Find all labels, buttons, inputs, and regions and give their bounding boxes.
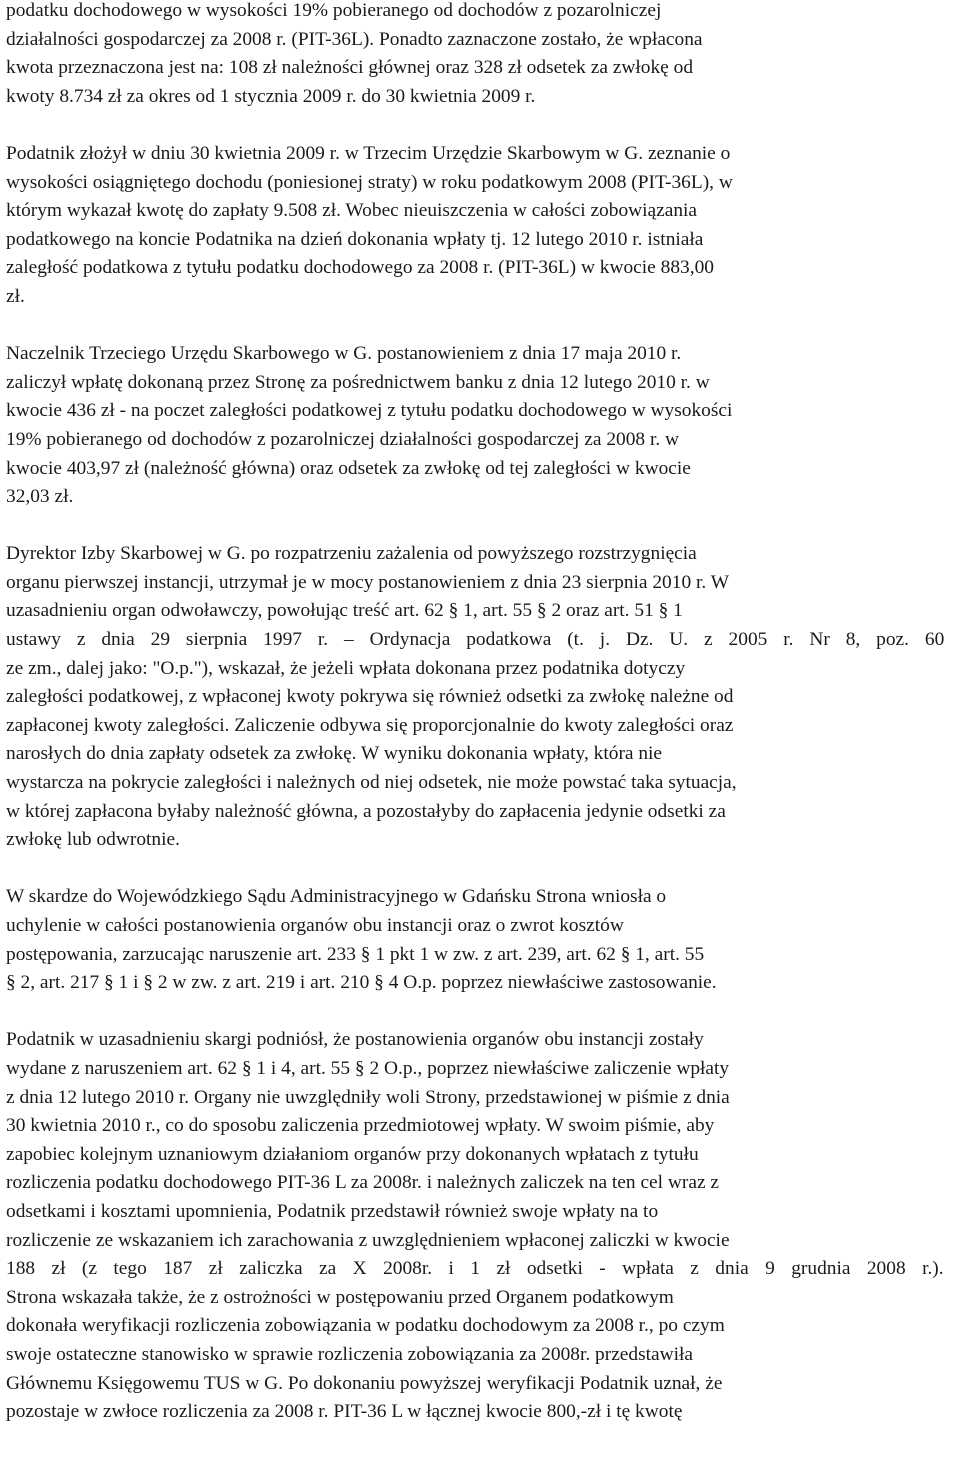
text-line: 30 kwietnia 2010 r., co do sposobu zaliczenia przedmiotowej wpłaty. W swoim piśmie, aby bbox=[6, 1115, 715, 1137]
paragraph-spacer bbox=[6, 312, 944, 341]
paragraph-1 bbox=[6, 0, 944, 111]
text-line: którym wykazał kwotę do zapłaty 9.508 zł. Wobec nieuiszczenia w całości zobowiązania bbox=[6, 200, 698, 222]
text-line: wydane z naruszeniem art. 62 § 1 i 4, art. 55 § 2 O.p., poprzez niewłaściwe zaliczenie wpłaty bbox=[6, 1057, 730, 1079]
document-page bbox=[6, 0, 944, 1427]
text-line: zł. bbox=[6, 285, 25, 307]
text-line: uchylenie w całości postanowienia organów obu instancji oraz o zwrot kosztów bbox=[6, 915, 624, 936]
text-line: kwoty 8.734 zł za okres od 1 stycznia 2009 r. do 30 kwietnia 2009 r. bbox=[6, 85, 536, 107]
text-line: w której zapłacona byłaby należność główna, a pozostałyby do zapłacenia jedynie odsetki za bbox=[6, 800, 726, 822]
text-line: zaległość podatkowa z tytułu podatku dochodowego za 2008 r. (PIT-36L) w kwocie 883,00 bbox=[6, 257, 714, 279]
text-line: kwocie 403,97 zł (należność główna) oraz odsetek za zwłokę od tej zaległości w kwocie bbox=[6, 457, 691, 479]
text-line: kwota przeznaczona jest na: 108 zł należności głównej oraz 328 zł odsetek za zwłokę od bbox=[6, 57, 694, 79]
paragraph-spacer bbox=[6, 111, 944, 140]
text-line: Podatnik złożył w dniu 30 kwietnia 2009 r. w Trzecim Urzędzie Skarbowym w G. zeznanie o bbox=[6, 142, 731, 164]
text-line: Strona wskazała także, że z ostrożności w postępowaniu przed Organem podatkowym bbox=[6, 1286, 674, 1308]
text-line: wystarcza na pokrycie zaległości i należnych od niej odsetek, nie może powstać taka sytuacja, bbox=[6, 772, 737, 794]
text-line: zapobiec kolejnym uznaniowym działaniom organów przy dokonanych wpłatach z tytułu bbox=[6, 1143, 699, 1165]
text-line: 32,03 zł. bbox=[6, 486, 74, 508]
text-line: zaległości podatkowej, z wpłaconej kwoty pokrywa się również odsetki za zwłokę należne od bbox=[6, 686, 734, 708]
text-line: działalności gospodarczej za 2008 r. (PIT-36L). Ponadto zaznaczone zostało, że wpłacona bbox=[6, 28, 703, 50]
text-line: zapłaconej kwoty zaległości. Zaliczenie odbywa się proporcjonalnie do kwoty zaległości oraz bbox=[6, 714, 734, 736]
paragraph-4 bbox=[6, 540, 944, 855]
text-line: Głównemu Księgowemu TUS w G. Po dokonaniu powyższej weryfikacji Podatnik uznał, że bbox=[6, 1372, 723, 1394]
text-line: zwłokę lub odwrotnie. bbox=[6, 829, 180, 851]
text-line: Dyrektor Izby Skarbowej w G. po rozpatrzeniu zażalenia od powyższego rozstrzygnięcia bbox=[6, 543, 697, 565]
paragraph-spacer bbox=[6, 855, 944, 884]
text-line: podatku dochodowego w wysokości 19% pobieranego od dochodów z pozarolniczej bbox=[6, 0, 662, 21]
text-line: Podatnik w uzasadnieniu skargi podniósł, że postanowienia organów obu instancji zostały bbox=[6, 1029, 704, 1051]
text-line: § 2, art. 217 § 1 i § 2 w zw. z art. 219 i art. 210 § 4 O.p. poprzez niewłaściwe zastosowanie. bbox=[6, 972, 717, 994]
text-line: wysokości osiągniętego dochodu (poniesionej straty) w roku podatkowym 2008 (PIT-36L), w bbox=[6, 171, 733, 193]
text-line: 188 zł (z tego 187 zł zaliczka za X 2008r. i 1 zł odsetki - wpłata z dnia 9 grudnia 2008 r.). bbox=[6, 1258, 944, 1280]
paragraph-spacer bbox=[6, 512, 944, 541]
text-line: odsetkami i kosztami upomnienia, Podatnik przedstawił również swoje wpłaty na to bbox=[6, 1200, 659, 1222]
text-line: dokonała weryfikacji rozliczenia zobowiązania w podatku dochodowym za 2008 r., po czym bbox=[6, 1315, 725, 1337]
paragraph-2 bbox=[6, 140, 944, 312]
text-line: postępowania, zarzucając naruszenie art. 233 § 1 pkt 1 w zw. z art. 239, art. 62 § 1, art. 55 bbox=[6, 943, 705, 965]
paragraph-5 bbox=[6, 883, 944, 997]
text-line: narosłych do dnia zapłaty odsetek za zwłokę. W wyniku dokonania wpłaty, która nie bbox=[6, 743, 663, 765]
text-line: rozliczenia podatku dochodowego PIT-36 L za 2008r. i należnych zaliczek na ten cel wraz z bbox=[6, 1172, 720, 1194]
text-line: podatkowego na koncie Podatnika na dzień dokonania wpłaty tj. 12 lutego 2010 r. istniała bbox=[6, 228, 704, 250]
text-line: ze zm., dalej jako: "O.p."), wskazał, że jeżeli wpłata dokonana przez podatnika dotyczy bbox=[6, 657, 686, 679]
text-line: Naczelnik Trzeciego Urzędu Skarbowego w G. postanowieniem z dnia 17 maja 2010 r. bbox=[6, 343, 682, 365]
text-line: kwocie 436 zł - na poczet zaległości podatkowej z tytułu podatku dochodowego w wysokości bbox=[6, 400, 733, 422]
text-line: z dnia 12 lutego 2010 r. Organy nie uwzględniły woli Strony, przedstawionej w piśmie z dnia bbox=[6, 1086, 730, 1108]
text-line: pozostaje w zwłoce rozliczenia za 2008 r. PIT-36 L w łącznej kwocie 800,-zł i tę kwotę bbox=[6, 1401, 683, 1423]
text-line: rozliczenie ze wskazaniem ich zarachowania z uwzględnieniem wpłaconej zaliczki w kwocie bbox=[6, 1229, 730, 1251]
text-line: 19% pobieranego od dochodów z pozarolniczej działalności gospodarczej za 2008 r. w bbox=[6, 428, 680, 450]
text-line: organu pierwszej instancji, utrzymał je w mocy postanowieniem z dnia 23 sierpnia 2010 r. W bbox=[6, 571, 730, 593]
text-line: W skardze do Wojewódzkiego Sądu Administracyjnego w Gdańsku Strona wniosła o bbox=[6, 886, 667, 908]
text-line: swoje ostateczne stanowisko w sprawie rozliczenia zobowiązania za 2008r. przedstawiła bbox=[6, 1343, 694, 1365]
text-line: ustawy z dnia 29 sierpnia 1997 r. – Ordynacja podatkowa (t. j. Dz. U. z 2005 r. Nr 8, poz. 60 bbox=[6, 629, 945, 651]
paragraph-6 bbox=[6, 1026, 944, 1426]
text-line: uzasadnieniu organ odwoławczy, powołując treść art. 62 § 1, art. 55 § 2 oraz art. 51 § 1 bbox=[6, 600, 683, 622]
paragraph-spacer bbox=[6, 998, 944, 1027]
text-line: zaliczył wpłatę dokonaną przez Stronę za pośrednictwem banku z dnia 12 lutego 2010 r. w bbox=[6, 371, 710, 393]
paragraph-3 bbox=[6, 340, 944, 512]
